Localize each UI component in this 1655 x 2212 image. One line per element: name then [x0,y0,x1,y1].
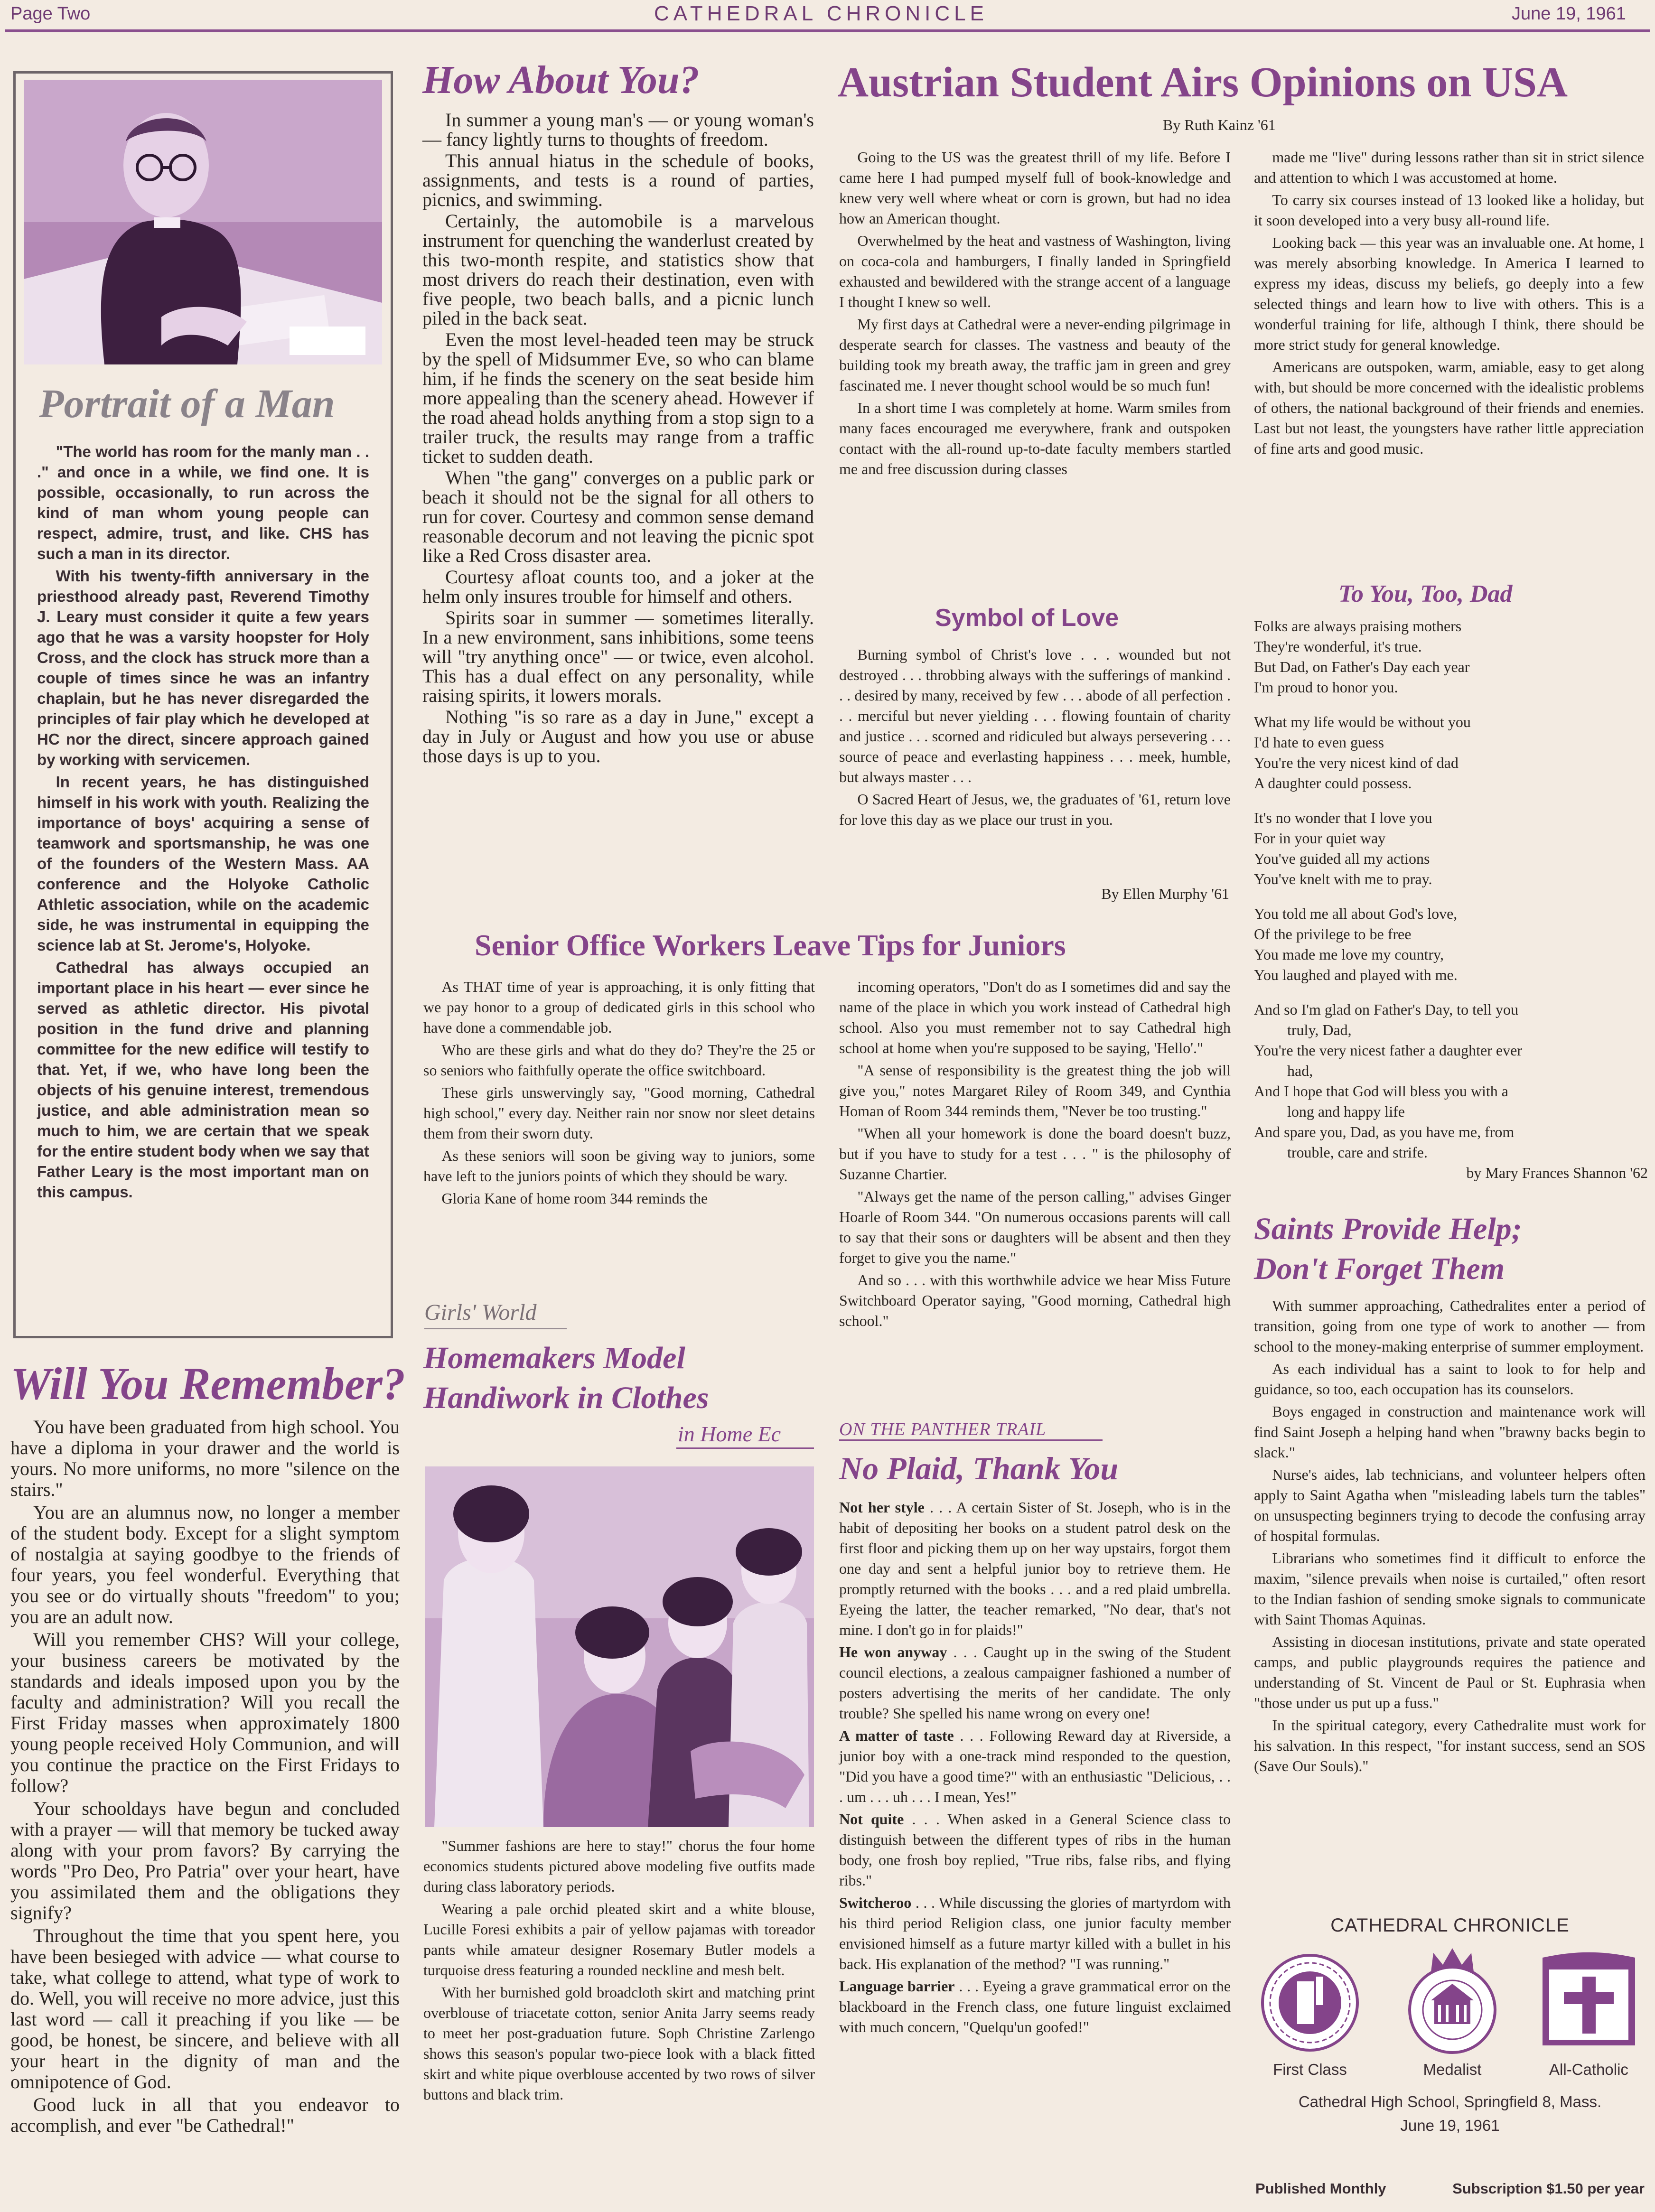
medalist-badge-icon [1405,1943,1500,2055]
plaid-item-text: . . . A certain Sister of St. Joseph, who is in the habit of depositing her books on a student patrol desk on the first floor and picking them up on her way upstairs, forgot them one day and sent a helpful junior boy to retrieve them. He promptly returned with the books . . . and a red plaid umbrella. Eyeing the latter, the teacher remarked, "No dear, that's not mine. I don't go in for plaids!" [839,1499,1231,1638]
homemakers-title-line: Handiwork in Clothes [423,1381,709,1415]
austrian-col2 [1254,147,1644,461]
homemakers-title-line: Homemakers Model [423,1341,685,1375]
poem-line: And I hope that God will bless you with a [1254,1083,1508,1100]
office-paragraph: And so . . . with this worthwhile advice we hear Miss Future Switchboard Operator saying, "Good morning, Cathedral high school." [839,1271,1231,1329]
poem-line: Folks are always praising mothers [1254,617,1462,635]
remember-paragraph: You have been graduated from high school. You have a diploma in your drawer and the world is yours. No more uniforms, no more "silence on the stairs." [10,1416,400,1500]
howabout-paragraph: Spirits soar in summer — sometimes literally. In a new environment, sans inhibitions, some teens will "try anything once" — or twice, even alcohol. This has a dual effect on any personality, while raising spirits, it lowers morals. [422,607,814,706]
homemakers-paragraph: With her burnished gold broadcloth skirt and matching print overblouse of triacetate cotton, senior Anita Jarry seems ready to meet her post-graduation future. Soph Christine Zarlengo shows this season's popular two-piece look with a black fitted skirt and white pique overblouse accented by two rows of silver buttons and black trim. [423,1984,815,2103]
austrian-paragraph: made me "live" during lessons rather than sit in strict silence and attention to which I was accustomed at home. [1254,149,1644,186]
poem-line: You told me all about God's love, [1254,905,1458,922]
subscription-price: Subscription $1.50 per year [1452,2180,1645,2197]
office-paragraph: incoming operators, "Don't do as I sometimes did and say the name of the place in which you work instead of Cathedral high school. Also you must remember not to say Cathedral high school at home when you're supposed to be saying, 'Hello'." [839,978,1231,1056]
office-col2 [839,977,1231,1333]
saints-title-line: Saints Provide Help; [1254,1212,1522,1246]
poem-line: For in your quiet way [1254,830,1386,847]
austrian-paragraph: In a short time I was completely at home. Warm smiles from many faces encouraged me everywhere, frank and outspoken contact with the all-round up-to-date faculty members startled me and free discussion during classes [839,399,1231,477]
symbol-paragraph: O Sacred Heart of Jesus, we, the graduates of '61, return love for love this day as we place our trust in you. [839,791,1231,828]
office-paragraph: These girls unswervingly say, "Good morning, Cathedral high school," every day. Neither rain nor snow nor sleet detains them from their sworn duty. [423,1084,815,1142]
austrian-paragraph: Overwhelmed by the heat and vastness of Washington, living on coca-cola and hamburgers, I finally landed in Springfield exhausted and bewildered with the strange accent of a language I thought I knew so well. [839,232,1231,310]
saints-paragraph: Boys engaged in construction and maintenance work will find Saint Joseph a helping hand when "brawny backs begin to slack." [1254,1403,1646,1461]
director-photo [24,80,382,364]
poem-line: You laughed and played with me. [1254,966,1458,983]
saints-title [1254,1209,1522,1289]
saints-paragraph: As each individual has a saint to look to for help and guidance, so too, each occupation has its counselors. [1254,1360,1646,1398]
howabout-text [422,110,814,767]
howabout-paragraph: In summer a young man's — or young woman's — fancy lightly turns to thoughts of freedom. [422,109,814,150]
remember-paragraph: Will you remember CHS? Will your college, your business careers be motivated by the standards and ideals imposed upon you by the faculty and administration? Will you recall the First Friday masses when approximately 1800 young people received Holy Communion, and will you continue the practice on the First Fridays to follow? [10,1629,400,1796]
howabout-paragraph: Nothing "is so rare as a day in June," except a day in July or August and how you use or abuse those days is up to you. [422,706,814,766]
office-paragraph: "Always get the name of the person calling," advises Ginger Hoarle of Room 344. "On numerous occasions parents will call to say that their sons or daughters will be absent and then they forget to give you the name." [839,1188,1231,1266]
poem-line: You're the very nicest father a daughter ever [1254,1042,1522,1059]
nspa-badge-icon [1260,1953,1360,2053]
issue-date: June 19, 1961 [1512,4,1626,24]
saints-paragraph: With summer approaching, Cathedralites enter a period of transition, going from one type of work to another — from school to the money-making enterprise of summer employment. [1254,1297,1646,1355]
badge-caption: All-Catholic [1549,2061,1628,2078]
poem-line: You're the very nicest kind of dad [1254,754,1459,771]
all-catholic-badge-icon [1538,1948,1640,2055]
plaid-item-text: . . . Following Reward day at Riverside, a junior boy with a one-track mind responded to the question, "Did you have a good time?" with an enthusiastic "Delicious, . . . um . . . uh . . . I mean, Yes!" [839,1727,1231,1805]
austrian-title: Austrian Student Airs Opinions on USA [838,59,1568,106]
howabout-paragraph: Certainly, the automobile is a marvelous instrument for quenching the wanderlust created by this two-month respite, and statistics show that most drivers do reach their destination, even with five people, two beach balls, and a picnic lunch piled in the back seat. [422,210,814,329]
office-paragraph: Gloria Kane of home room 344 reminds the [441,1190,708,1207]
homemakers-paragraph: Wearing a pale orchid pleated skirt and a white blouse, Lucille Foresi exhibits a pair of yellow pajamas with toreador pants while amateur designer Rosemary Butler models a turquoise dress featuring a rounded neckline and mesh belt. [423,1900,815,1979]
plaid-item-lead: He won anyway [839,1643,947,1661]
poem-line: They're wonderful, it's true. [1254,638,1422,655]
howabout-paragraph: Even the most level-headed teen may be struck by the spell of Midsummer Eve, so who can blame him, if he finds the scenery on the seat beside him more appealing than the scenery ahead. However if the road ahead holds anything from a stop sign to a trailer truck, the results may range from a traffic ticket to sudden death. [422,329,814,467]
saints-paragraph: In the spiritual category, every Cathedralite must work for his salvation. In this respect, "for instant success, send an SOS (Save Our Souls)." [1254,1717,1646,1774]
remember-paragraph: You are an alumnus now, no longer a member of the student body. Except for a slight symptom of nostalgia at saying goodbye to the friends of four years, you feel wonderful. Everything that you see or do virtually shouts "freedom" to you; you are an adult now. [10,1502,400,1627]
masthead: CATHEDRAL CHRONICLE [654,2,988,25]
portrait-paragraph: "The world has room for the manly man . . ." and once in a while, we find one. It is possible, occasionally, to run across the kind of man whom young people can respect, admire, trust, and like. CHS has such a man in its director. [37,443,369,562]
poem-line: I'd hate to even guess [1254,734,1384,751]
remember-paragraph: Throughout the time that you spent here, you have been besieged with advice — what course to take, what college to attend, what type of work to do. Well, you will receive no more advice, just this last word — call it preaching if you like — be good, be honest, be sincere, and believe with all your heart in the dignity of man and the omnipotence of God. [10,1925,400,2092]
header-rule [5,29,1650,32]
saints-paragraph: Nurse's aides, lab technicians, and volunteer helpers often apply to Saint Agatha when "misleading labels turn the tables" on unsuspecting beginners trying to decode the confusing array of hospital formulas. [1254,1466,1646,1544]
portrait-paragraph: With his twenty-fifth anniversary in the priesthood already past, Reverend Timothy J. Leary must consider it quite a few years ago that he was a varsity hoopster for Holy Cross, and the clock has struck more than a couple of times since he was an infantry chaplain, but he has never disregarded the principles of fair play which he developed at HC nor the direct, sincere approach gained by working with servicemen. [37,567,369,768]
plaid-item [839,1726,1231,1807]
poem-line: trouble, care and strife. [1287,1144,1428,1161]
plaid-item-lead: Not her style [839,1499,925,1516]
howabout-title: How About You? [422,58,700,102]
remember-title: Will You Remember? [10,1358,406,1409]
school-address: Cathedral High School, Springfield 8, Mass. [1298,2093,1602,2110]
austrian-col1 [839,147,1231,481]
badge-caption: Medalist [1423,2061,1482,2078]
kicker-rule [424,1328,567,1329]
poem-line: truly, Dad, [1287,1021,1352,1038]
dad-byline: by Mary Frances Shannon '62 [1466,1164,1648,1181]
office-title: Senior Office Workers Leave Tips for Juniors [475,928,1066,962]
poem-line: You've guided all my actions [1254,850,1430,867]
plaid-item-text: . . . Caught up in the swing of the Student council elections, a zealous campaigner fashioned a number of posters advertising the merits of her candidate. The only trouble? She spelled his name wrong on every one! [839,1643,1231,1722]
poem-line: A daughter could possess. [1254,775,1412,792]
box-date: June 19, 1961 [1400,2117,1500,2134]
poem-line: And spare you, Dad, as you have me, from [1254,1123,1515,1140]
office-paragraph: "A sense of responsibility is the greatest thing the job will give you," notes Margaret Riley of Room 349, and Cynthia Homan of Room 344 reminds them, "Never be too trusting." [839,1062,1231,1120]
plaid-title: No Plaid, Thank You [839,1450,1119,1486]
homemakers-subtitle: in Home Ec [678,1422,781,1446]
plaid-item-lead: A matter of taste [839,1727,954,1744]
homemakers-paragraph: "Summer fashions are here to stay!" chorus the four home economics students pictured above modeling five outfits made during class laboratory periods. [423,1837,815,1895]
box-title: CATHEDRAL CHRONICLE [1330,1915,1570,1936]
office-paragraph: As THAT time of year is approaching, it is only fitting that we pay honor to a group of dedicated girls in this school who have done a commendable job. [423,978,815,1036]
published-monthly: Published Monthly [1255,2180,1386,2197]
plaid-item [839,1893,1231,1974]
page-number: Page Two [10,4,91,24]
poem-line: You made me love my country, [1254,946,1444,963]
howabout-paragraph: This annual hiatus in the schedule of books, assignments, and tests is a round of parties, picnics, and swimming. [422,150,814,210]
symbol-byline: By Ellen Murphy '61 [1101,885,1229,902]
howabout-paragraph: When "the gang" converges on a public park or beach it should not be the signal for all others to run for cover. Courtesy and common sense demand reasonable decorum and not leaving the picnic spot like a Red Cross disaster area. [422,467,814,566]
symbol-paragraph: Burning symbol of Christ's love . . . wounded but not destroyed . . . throbbing always with the sufferings of mankind . . . desired by many, received by few . . . abode of all perfection . . . merciful but never yielding . . . flowing fountain of charity and justice . . . scorned and ridiculed but always persevering . . . source of peace and everlasting happiness . . . meek, humble, but always master . . . [839,646,1231,785]
homemakers-kicker: Girls' World [424,1300,537,1325]
portrait-title: Portrait of a Man [39,381,335,426]
poem-line: long and happy life [1287,1103,1405,1120]
plaid-item-lead: Not quite [839,1811,904,1828]
plaid-item-lead: Switcheroo [839,1894,912,1911]
poem-line: Of the privilege to be free [1254,925,1412,943]
poem-line: What my life would be without you [1254,713,1471,730]
symbol-text [839,644,1231,832]
subtitle-rule [676,1447,814,1449]
poem-line: I'm proud to honor you. [1254,679,1398,696]
office-paragraph: Who are these girls and what do they do? They're the 25 or so seniors who faithfully operate the office switchboard. [423,1041,815,1079]
home-ec-photo [425,1466,814,1827]
plaid-item-text: . . . When asked in a General Science class to distinguish between the different types of ribs in the human body, one frosh boy replied, "True ribs, false ribs, and flying ribs." [839,1811,1231,1889]
plaid-item-text: . . . While discussing the glories of martyrdom with his third period Religion class, one junior faculty member envisioned himself as a future martyr killed with a bullet in his back. His explanation of the method? "I was running." [839,1894,1231,1972]
portrait-paragraph: Cathedral has always occupied an important place in his heart — ever since he served as athletic director. His pivotal position in the fund drive and planning committee for the new edifice will testify to that. Yet, if we, who have long been the objects of his genuine interest, tremendous justice, and able administration mean so much to him, we are certain that we speak for the entire student body when we say that Father Leary is the most important man on this campus. [37,959,369,1201]
poem-line: But Dad, on Father's Day each year [1254,658,1470,675]
saints-paragraph: Assisting in diocesan institutions, private and state operated camps, and public playgrounds requires the patience and understanding of St. Vincent de Paul or St. Euphrasia when "those under us put up a fuss." [1254,1633,1646,1711]
plaid-item [839,1642,1231,1724]
portrait-paragraph: In recent years, he has distinguished himself in his work with youth. Realizing the importance of boys' acquiring a sense of teamwork and sportsmanship, he was one of the founders of the Western Mass. AA conference and the Holyoke Catholic Athletic association, while on the academic side, he was instrumental in equipping the science lab at St. Jerome's, Holyoke. [37,773,369,954]
office-paragraph: "When all your homework is done the board doesn't buzz, but if you have to study for a test . . . " is the philosophy of Suzanne Chartier. [839,1125,1231,1183]
remember-text [10,1417,400,2138]
poem-line: And so I'm glad on Father's Day, to tell you [1254,1001,1518,1018]
plaid-item [839,1809,1231,1891]
plaid-item [839,1976,1231,2037]
badge-caption: First Class [1273,2061,1347,2078]
austrian-paragraph: To carry six courses instead of 13 looked like a holiday, but it soon developed into a very busy all-round life. [1254,191,1644,229]
austrian-paragraph: Going to the US was the greatest thrill of my life. Before I came here I had pumped myself full of book-knowledge and knew very well where wheat or corn is grown, but had no idea how an American thought. [839,149,1231,227]
dad-title: To You, Too, Dad [1338,580,1513,607]
plaid-kicker-rule [839,1439,1103,1441]
homemakers-text [423,1836,815,2107]
plaid-item-text: . . . Eyeing a grave grammatical error on the blackboard in the French class, one future linguist exclaimed with much concern, "Quelqu'un goofed!" [839,1978,1231,2035]
howabout-paragraph: Courtesy afloat counts too, and a joker at the helm only insures trouble for himself and others. [422,566,814,607]
austrian-paragraph: Looking back — this year was an invaluable one. At home, I was merely absorbing knowledge. In America I learned to express my ideas, discuss my beliefs, go deeply into a few selected things and learn how to live with others. This is a wonderful training for life, although I think, there should be more strict study for general knowledge. [1254,234,1644,353]
saints-title-line: Don't Forget Them [1254,1251,1505,1286]
portrait-text [37,441,369,1204]
remember-paragraph: Your schooldays have begun and concluded with a prayer — will that memory be tucked away along with your prom favors? By carrying the words "Pro Deo, Pro Patria" over your heart, have you assimilated them and the obligations they signify? [10,1798,400,1923]
austrian-paragraph: My first days at Cathedral were a never-ending pilgrimage in desperate search for classes. The vastness and beauty of the building took my breath away, the traffic jam in green and grey fascinated me. I never thought school would be so much fun! [839,316,1231,394]
saints-text [1254,1296,1646,1778]
homemakers-title [423,1338,709,1418]
symbol-title: Symbol of Love [935,604,1119,632]
plaid-items [839,1497,1231,2039]
poem-line: You've knelt with me to pray. [1254,870,1432,887]
remember-paragraph: Good luck in all that you endeavor to accomplish, and ever "be Cathedral!" [10,2094,400,2136]
dad-poem [1254,616,1648,1183]
austrian-byline: By Ruth Kainz '61 [1163,116,1276,133]
austrian-paragraph: Americans are outspoken, warm, amiable, easy to get along with, but should be more concerned with the idealistic problems of others, the national background of their friends and enemies. Last but not least, the youngsters have rather little appreciation of fine arts and good music. [1254,358,1644,457]
poem-line: It's no wonder that I love you [1254,809,1432,826]
plaid-item [839,1497,1231,1640]
office-col1 [423,977,815,1211]
office-paragraph: As these seniors will soon be giving way to juniors, some have left to the juniors points of which they should be wary. [423,1147,815,1185]
plaid-item-lead: Language barrier [839,1978,955,1995]
poem-line: had, [1287,1062,1313,1079]
saints-paragraph: Librarians who sometimes find it difficult to enforce the maxim, "silence prevails when noise is curtailed," often resort to the Indian fashion of sending smoke signals to communicate with Saint Thomas Aquinas. [1254,1549,1646,1628]
plaid-kicker: ON THE PANTHER TRAIL [839,1419,1047,1439]
